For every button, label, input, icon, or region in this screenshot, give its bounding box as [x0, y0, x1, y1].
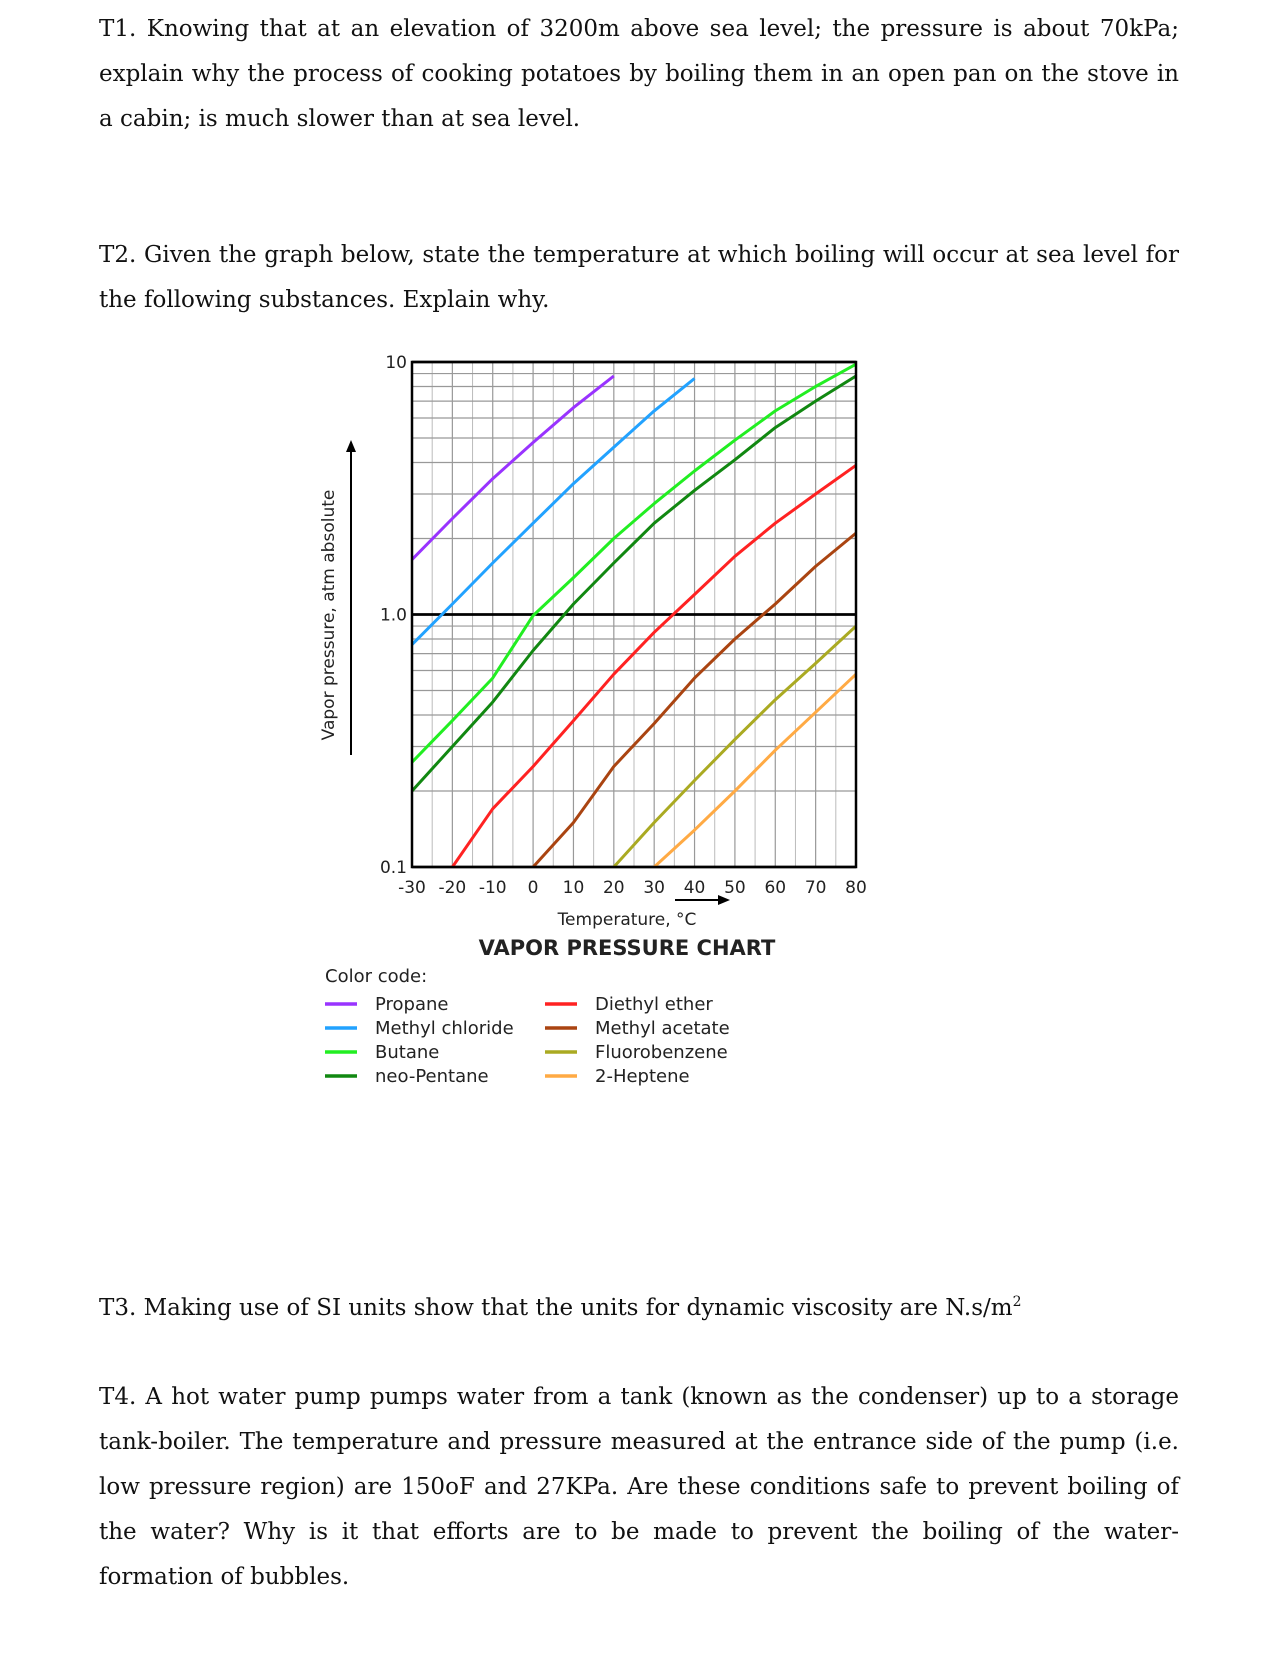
legend-label: neo-Pentane: [375, 1066, 489, 1087]
x-tick-label: -20: [438, 878, 467, 898]
x-tick-label: 70: [804, 878, 827, 898]
x-tick-label: 10: [562, 878, 585, 898]
legend-label: Methyl chloride: [375, 1018, 514, 1039]
legend-label: Diethyl ether: [595, 994, 713, 1015]
x-tick-label: 30: [643, 878, 666, 898]
question-t2: T2. Given the graph below, state the temperature at which boiling will occur at sea level for the following substances. Explain why.: [99, 242, 1179, 313]
y-tick-label: 0.1: [379, 858, 407, 878]
legend-label: Propane: [375, 994, 449, 1015]
y-axis-label: Vapor pressure, atm absolute: [319, 489, 339, 741]
x-tick-label: 60: [764, 878, 787, 898]
y-tick-label: 10: [385, 353, 407, 373]
legend-label: Butane: [375, 1042, 440, 1063]
x-tick-label: -30: [398, 878, 426, 898]
legend-label: Fluorobenzene: [595, 1042, 728, 1063]
y-tick-label: 1.0: [379, 605, 407, 626]
question-t4: T4. A hot water pump pumps water from a tank (known as the condenser) up to a storage tank-boiler. The temperature and pressure measured at the entrance side of the pump (i.e. low pressure region) are 150oF and 27KPa. Are these conditions safe to prevent boiling of the water? Why is it that efforts are to be made to prevent the boiling of the water-formation of bubbles.: [99, 1384, 1179, 1590]
x-tick-label: 20: [602, 878, 625, 898]
question-t3-text: T3. Making use of SI units show that the units for dynamic viscosity are N.s/m: [99, 1295, 1013, 1321]
x-tick-label: 0: [527, 878, 539, 898]
chart-title: VAPOR PRESSURE CHART: [478, 936, 776, 960]
y-axis-arrowhead: [346, 440, 356, 452]
x-tick-label: 50: [724, 878, 746, 898]
legend-label: Methyl acetate: [595, 1018, 730, 1039]
x-tick-label: -10: [478, 878, 507, 898]
question-t3-exponent: 2: [1012, 1294, 1022, 1310]
x-tick-label: 80: [845, 878, 867, 898]
x-tick-label: 40: [683, 878, 706, 898]
question-t3: [99, 1286, 1179, 1331]
x-axis-label: Temperature, °C: [557, 910, 697, 930]
question-t1: T1. Knowing that at an elevation of 3200m above sea level; the pressure is about 70kPa; explain why the process of cooking potatoes by boiling them in an open pan on the stove in a cabin; is much slower than at sea level.: [99, 16, 1179, 132]
legend-label: 2-Heptene: [595, 1066, 690, 1087]
vapor-pressure-chart: [319, 353, 940, 1160]
legend-title: Color code:: [325, 966, 428, 987]
